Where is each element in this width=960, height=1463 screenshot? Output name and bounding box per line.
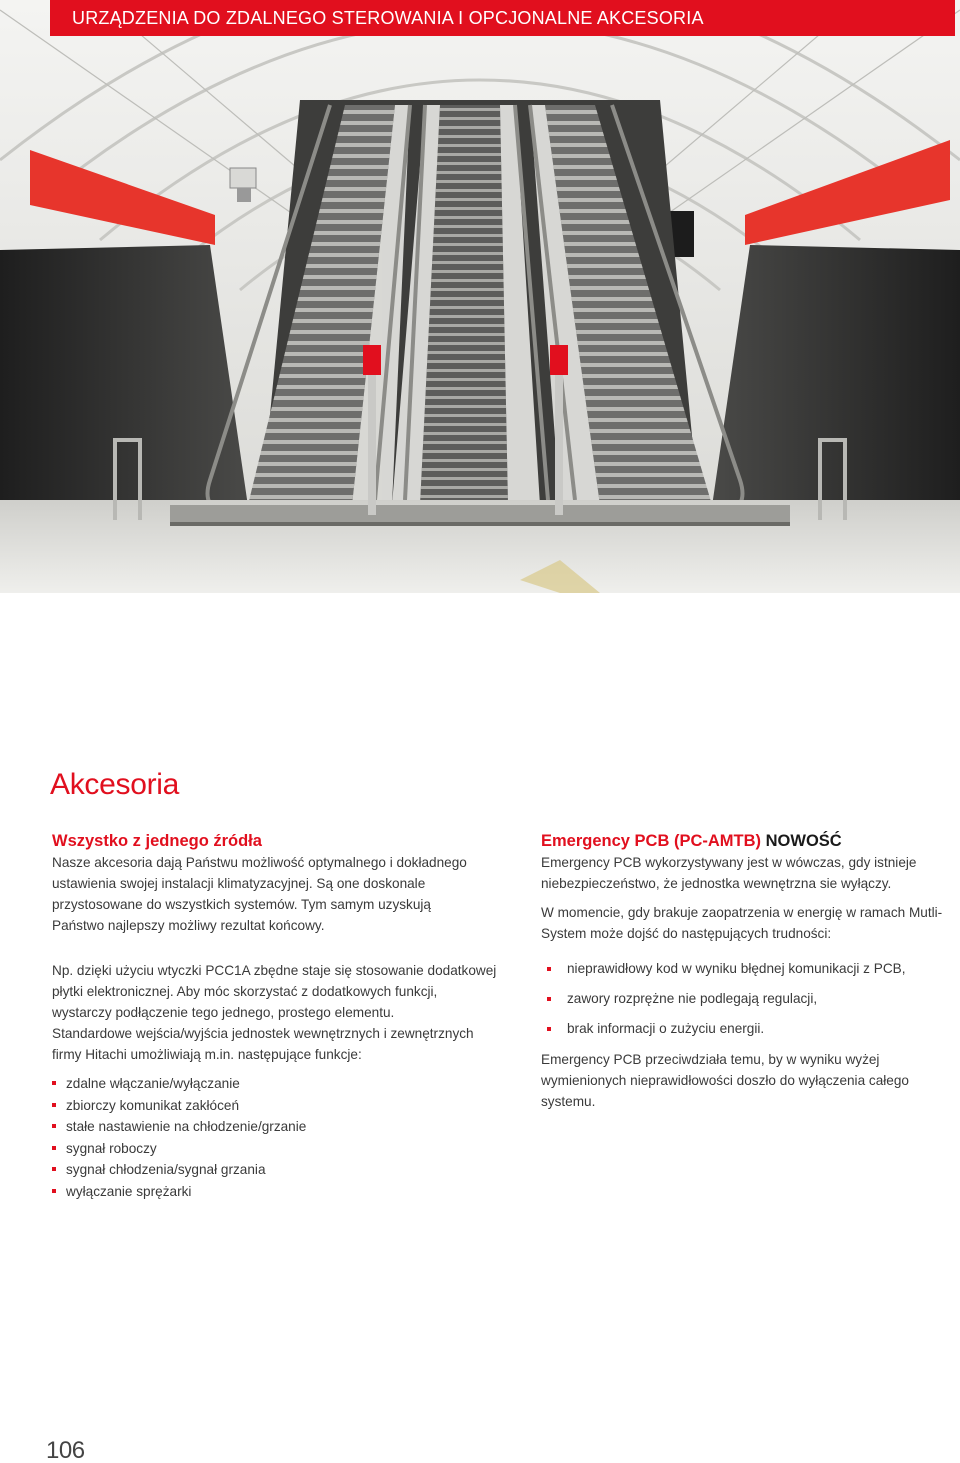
difficulties-list xyxy=(541,958,956,1039)
body-line: wystarczy podłączenie tego jednego, prostego elementu. xyxy=(52,1005,395,1020)
para-line: Emergency PCB przeciwdziała temu, by w wyniku wyżej xyxy=(541,1052,880,1067)
left-intro xyxy=(52,852,482,936)
right-para-2 xyxy=(541,902,956,944)
intro-line: Nasze akcesoria dają Państwu możliwość optymalnego i dokładnego xyxy=(52,855,467,870)
list-item: wyłączanie sprężarki xyxy=(52,1181,512,1203)
page-number: 106 xyxy=(46,1437,85,1463)
list-item: brak informacji o zużyciu energii. xyxy=(541,1018,956,1039)
intro-line: ustawienia swojej instalacji klimatyzacyjnej. Są one doskonale xyxy=(52,876,426,891)
para-line: System może dojść do następujących trudności: xyxy=(541,926,832,941)
list-item: zdalne włączanie/wyłączanie xyxy=(52,1073,512,1095)
header-title: URZĄDZENIA DO ZDALNEGO STEROWANIA I OPCJONALNE AKCESORIA xyxy=(72,8,704,28)
right-column xyxy=(541,830,956,1120)
list-item: zawory rozprężne nie podlegają regulacji, xyxy=(541,988,956,1009)
para-line: Emergency PCB wykorzystywany jest w wówczas, gdy istnieje xyxy=(541,855,917,870)
body-line: firmy Hitachi umożliwiają m.in. następujące funkcje: xyxy=(52,1047,362,1062)
list-item: nieprawidłowy kod w wyniku błędnej komunikacji z PCB, xyxy=(541,958,956,979)
left-heading: Wszystko z jednego źródła xyxy=(52,832,262,850)
body-line: płytki elektronicznej. Aby móc skorzystać z dodatkowych funkcji, xyxy=(52,984,438,999)
section-title: Akcesoria xyxy=(50,768,180,801)
body-line: Np. dzięki użyciu wtyczki PCC1A zbędne staje się stosowanie dodatkowej xyxy=(52,963,497,978)
para-line: systemu. xyxy=(541,1094,596,1109)
left-column-intro xyxy=(52,830,482,944)
intro-line: przystosowane do wszystkich systemów. Tym samym uzyskują xyxy=(52,897,431,912)
header-band xyxy=(50,0,955,36)
new-badge: NOWOŚĆ xyxy=(765,832,842,850)
list-item: sygnał roboczy xyxy=(52,1138,512,1160)
list-item: zbiorczy komunikat zakłóceń xyxy=(52,1095,512,1117)
functions-list xyxy=(52,1073,512,1202)
escalator-illustration xyxy=(0,0,960,593)
list-item: stałe nastawienie na chłodzenie/grzanie xyxy=(52,1116,512,1138)
right-heading xyxy=(541,830,956,852)
hero-photo xyxy=(0,0,960,593)
body-line: Standardowe wejścia/wyjścia jednostek wewnętrznych i zewnętrznych xyxy=(52,1026,474,1041)
left-body xyxy=(52,960,512,1065)
intro-line: Państwo najlepszy możliwy rezultat końcowy. xyxy=(52,918,325,933)
left-column-body xyxy=(52,960,512,1202)
para-line: niebezpieczeństwo, że jednostka wewnętrzna sie wyłączy. xyxy=(541,876,892,891)
para-line: wymienionych nieprawidłowości doszło do wyłączenia całego xyxy=(541,1073,909,1088)
right-heading-text: Emergency PCB (PC-AMTB) xyxy=(541,832,762,850)
right-para-1 xyxy=(541,852,956,894)
para-line: W momencie, gdy brakuje zaopatrzenia w energię w ramach Mutli- xyxy=(541,905,943,920)
list-item: sygnał chłodzenia/sygnał grzania xyxy=(52,1159,512,1181)
right-closing xyxy=(541,1049,956,1112)
